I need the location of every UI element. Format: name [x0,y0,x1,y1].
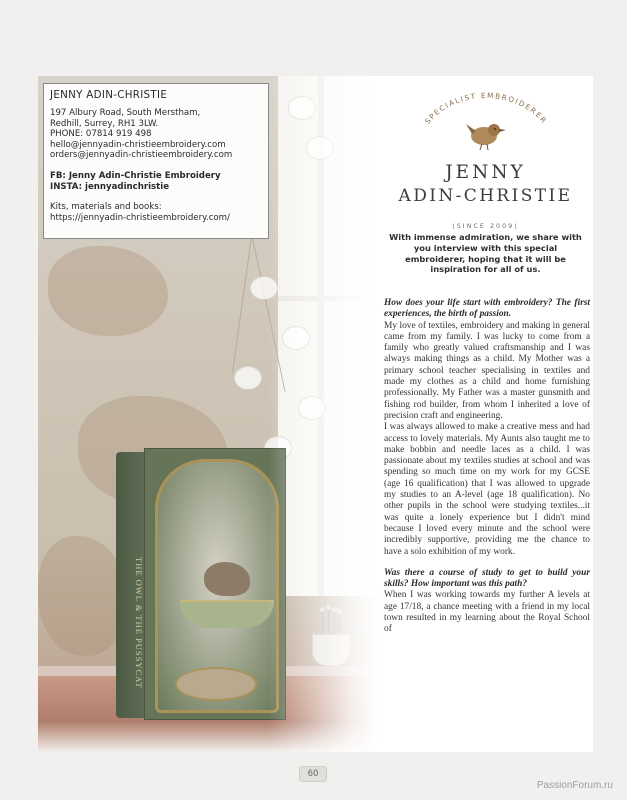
boat-embroidery [180,600,274,628]
magazine-page [38,76,593,752]
website-link[interactable]: https://jennyadin-christieembroidery.com/ [50,212,230,223]
svg-text:SPECIALIST EMBROIDERER: SPECIALIST EMBROIDERER [422,90,550,126]
title-cartouche [175,667,257,701]
book-cover [144,448,286,720]
embroidered-book-photo [38,76,378,752]
address-line: Redhill, Surrey, RH1 3LW. [50,118,159,129]
page-number: 60 [299,766,327,782]
answer-paragraph: When I was working towards my further A levels at age 17/18, a chance meeting with a friend in my local town resulted in my learning about the Royal School of [384,590,590,635]
kits-label: Kits, materials and books: [50,202,162,213]
email-link[interactable]: hello@jennyadin-christieembroidery.com [50,139,226,150]
book-spine-title: THE OWL & THE PUSSYCAT [134,557,144,689]
brand-name-first: JENNY [445,162,526,183]
contact-box [43,83,269,239]
answer-paragraph: I was always allowed to make a creative mess and had access to lovely materials. My Aunts also taught me to make bobbin and needle laces as a child. I was passionate about my textiles studies at school and was spending so much time on my work for my GCSE (age 16 qualification) that I was allowed to upgrade my studies to an A-level (age 18 qualification). No other pupils in the school were studying textiles...it was quite a lonely experience but I didn't mind because I loved every minute and the school were incredibly supportive, providing me the chance to have a solo exhibition of my work. [384,422,590,557]
since-year: (SINCE 2009) [452,222,519,230]
site-watermark: PassionForum.ru [536,780,613,791]
lunaria-petal [234,366,262,390]
instagram-handle: INSTA: jennyadinchristie [50,181,170,192]
interview-article [384,298,590,636]
brand-name-last: ADIN-CHRISTIE [398,186,573,206]
wren-bird-icon [464,116,508,152]
book-spine [116,452,146,718]
owl-embroidery [204,562,250,596]
contact-name: JENNY ADIN-CHRISTIE [50,89,168,101]
phone-number: PHONE: 07814 919 498 [50,129,152,140]
facebook-handle: FB: Jenny Adin-Christie Embroidery [50,170,221,181]
intro-text: With immense admiration, we share with you interview with this special embroiderer, hoping that it will be inspiration for all of us. [389,232,582,275]
embroidered-book [116,448,284,720]
photo-fade [268,76,378,752]
email-link[interactable]: orders@jennyadin-christieembroidery.com [50,150,233,161]
wall-texture [48,246,168,336]
question-heading: Was there a course of study to get to build your skills? How important was this path? [384,567,590,590]
wall-texture [38,536,128,656]
question-heading: How does your life start with embroidery? The first experiences, the birth of passion. [384,298,590,320]
address-line: 197 Albury Road, South Merstham, [50,108,201,118]
answer-paragraph: My love of textiles, embroidery and making in general came from my family. I was lucky to come from a family who greatly valued craftsmanship and I was always making things as a child. My Mother was a primary school teacher specialising in textiles and made my clothes as a child and home furnishing professionally. My Father was a master gunsmith and fishing rod builder, from whom I inherited a love of precision craft and engineering. [384,320,590,421]
brand-logo [378,90,593,230]
